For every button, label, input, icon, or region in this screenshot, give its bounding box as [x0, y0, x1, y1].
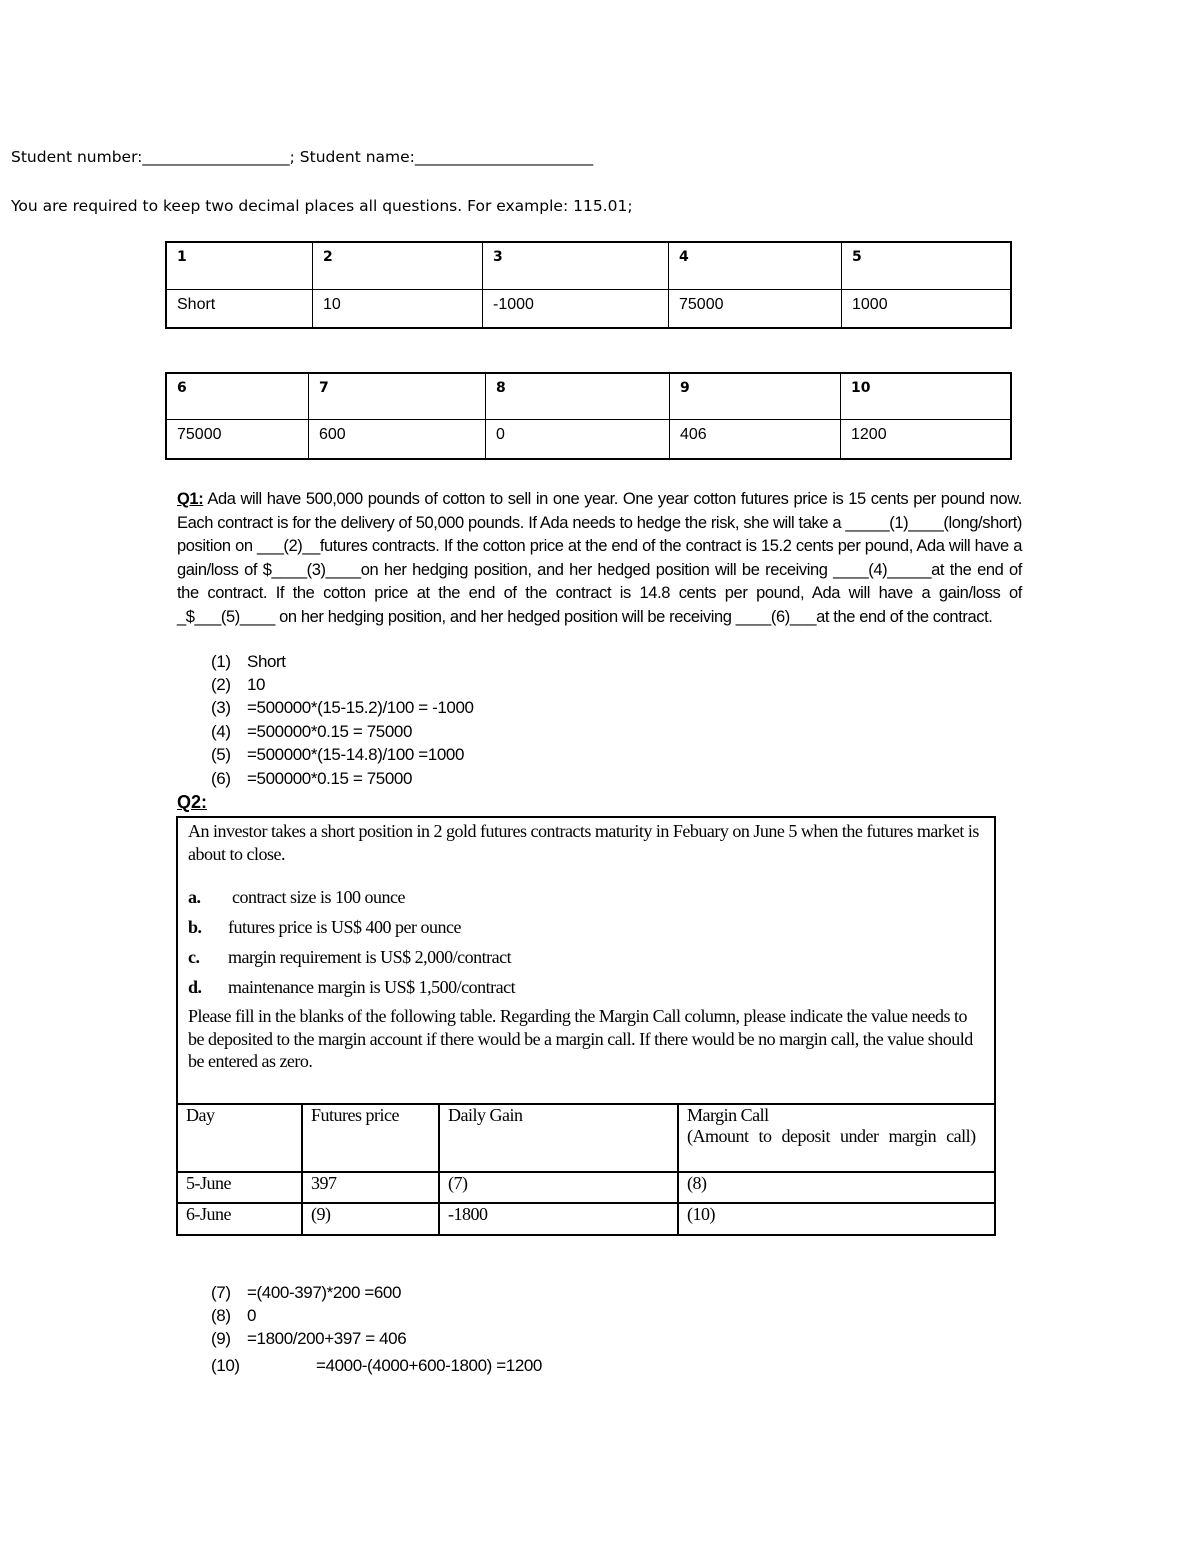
item-number: (9) — [211, 1329, 231, 1349]
table-row — [178, 1203, 994, 1234]
list-item — [188, 916, 986, 939]
table-header-cell: Daily Gain — [439, 1104, 678, 1172]
answer-table-2 — [165, 372, 1012, 460]
table-header-cell: 6 — [166, 373, 309, 419]
margin-table — [178, 1103, 994, 1234]
item-letter: b. — [188, 917, 202, 937]
item-text: contract size is 100 ounce — [228, 887, 405, 907]
list-item — [188, 976, 986, 999]
item-number: (2) — [211, 674, 231, 694]
item-text: margin requirement is US$ 2,000/contract — [228, 947, 512, 967]
table-cell: (9) — [302, 1203, 439, 1234]
table-header-cell: 9 — [670, 373, 841, 419]
table-header-cell: 7 — [309, 373, 486, 419]
item-number: (5) — [211, 745, 231, 765]
list-item — [211, 1304, 1011, 1327]
table-cell: -1800 — [439, 1203, 678, 1234]
instruction-text: You are required to keep two decimal places all questions. For example: 115.01; — [11, 197, 633, 215]
table-cell: 600 — [309, 419, 486, 459]
table-cell: (7) — [439, 1172, 678, 1203]
item-text: =4000-(4000+600-1800) =1200 — [316, 1355, 542, 1375]
table-cell: 10 — [313, 289, 483, 328]
q2-instructions: Please fill in the blanks of the following table. Regarding the Margin Call column, please indicate the value needs to be deposited to the margin account if there would be a margin call. If there would be no margin call, the value should be entered as zero. — [188, 1006, 973, 1071]
table-cell: -1000 — [483, 289, 669, 328]
table-header-cell: Day — [178, 1104, 302, 1172]
list-item — [211, 720, 1011, 743]
table-cell: 406 — [670, 419, 841, 459]
list-item — [211, 673, 1011, 696]
table-header-cell: 1 — [166, 242, 313, 289]
table-cell: 0 — [486, 419, 670, 459]
item-text: =500000*0.15 = 75000 — [247, 721, 413, 741]
item-number: (3) — [211, 698, 231, 718]
item-number: (8) — [211, 1305, 231, 1325]
item-text: 0 — [247, 1305, 257, 1325]
margin-call-subheader: (Amount to deposit under margin call) — [687, 1125, 976, 1146]
item-number: (6) — [211, 768, 231, 788]
list-item — [211, 1281, 1011, 1304]
list-item — [211, 650, 1011, 673]
item-text: Short — [247, 651, 286, 671]
q1-paragraph — [177, 488, 1022, 630]
item-text: futures price is US$ 400 per ounce — [228, 917, 461, 937]
list-item — [188, 886, 986, 909]
item-text: =1800/200+397 = 406 — [247, 1329, 407, 1349]
item-text: 10 — [247, 674, 266, 694]
margin-call-header: Margin Call — [687, 1104, 769, 1125]
item-letter: c. — [188, 947, 200, 967]
item-text: =500000*(15-15.2)/100 = -1000 — [247, 698, 474, 718]
table-cell: 5-June — [178, 1172, 302, 1203]
student-info-line: Student number:___________________; Student name:_______________________ — [11, 148, 594, 166]
q2-content — [178, 818, 994, 1073]
table-cell: 397 — [302, 1172, 439, 1203]
item-letter: a. — [188, 887, 201, 907]
table-cell: 6-June — [178, 1203, 302, 1234]
item-number: (7) — [211, 1282, 231, 1302]
list-item — [188, 946, 986, 969]
table-cell: 1200 — [841, 419, 1012, 459]
q2-box — [176, 816, 996, 1236]
list-item — [211, 743, 1011, 766]
list-item — [211, 1327, 1011, 1350]
table-cell: (8) — [678, 1172, 994, 1203]
item-text: =500000*(15-14.8)/100 =1000 — [247, 745, 465, 765]
item-text: =(400-397)*200 =600 — [247, 1282, 402, 1302]
table-header-cell: 5 — [842, 242, 1012, 289]
table-header-cell: 2 — [313, 242, 483, 289]
table-header-cell: 8 — [486, 373, 670, 419]
item-text: =500000*0.15 = 75000 — [247, 768, 413, 788]
table-header-cell: 3 — [483, 242, 669, 289]
table-cell: 1000 — [842, 289, 1012, 328]
q2-answer-list — [211, 1281, 1011, 1378]
item-letter: d. — [188, 977, 202, 997]
table-cell: Short — [166, 289, 313, 328]
table-cell: (10) — [678, 1203, 994, 1234]
q1-text: Ada will have 500,000 pounds of cotton to sell in one year. One year cotton futures price is 15 cents per pound now. Each contract is for the delivery of 50,000 pounds. If Ada needs to hedge the risk, she will take a _____(1)____(long/short) position on ___(2)__futures contracts. If the cotton price at the end of the contract is 15.2 cents per pound, Ada will have a gain/loss of $____(3)____on her hedging position, and her hedged position will be receiving ____(4)_____at the end of the contract. If the cotton price at the end of the contract is 14.8 cents per pound, Ada will have a gain/loss of _$___(5)____ on her hedging position, and her hedged position will be receiving ____(6)___at the end of the contract. — [177, 490, 1022, 626]
item-text: maintenance margin is US$ 1,500/contract — [228, 977, 516, 997]
table-header-cell: 4 — [669, 242, 842, 289]
table-header-cell — [678, 1104, 994, 1172]
q1-answer-list — [211, 650, 1011, 790]
item-number: (10) — [211, 1355, 240, 1375]
item-number: (4) — [211, 721, 231, 741]
list-item — [211, 1354, 1011, 1377]
table-header-cell: 10 — [841, 373, 1012, 419]
q1-label: Q1: — [177, 490, 204, 508]
q2-intro: An investor takes a short position in 2 gold futures contracts maturity in Febuary on June 5 when the futures market is about to close. — [188, 821, 979, 864]
list-item — [211, 696, 1011, 719]
table-cell: 75000 — [669, 289, 842, 328]
table-row — [178, 1172, 994, 1203]
table-cell: 75000 — [166, 419, 309, 459]
answer-table-1 — [165, 241, 1012, 329]
table-header-cell: Futures price — [302, 1104, 439, 1172]
item-number: (1) — [211, 651, 231, 671]
q2-label: Q2: — [177, 792, 208, 812]
list-item — [211, 767, 1011, 790]
